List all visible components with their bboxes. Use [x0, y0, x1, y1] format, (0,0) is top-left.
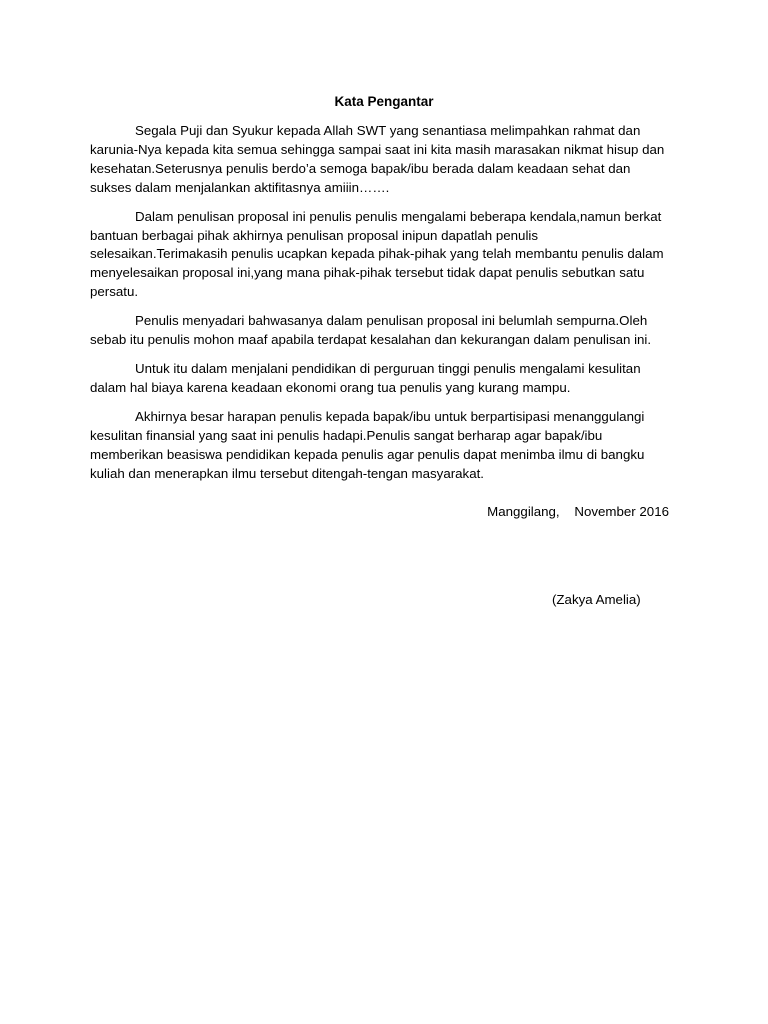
signature-name: (Zakya Amelia): [552, 592, 641, 607]
page-title: Kata Pengantar: [334, 94, 434, 109]
place-date: Manggilang, November 2016: [487, 504, 669, 519]
paragraph-3: Penulis menyadari bahwasanya dalam penulisan proposal ini belumlah sempurna.Oleh sebab itu penulis mohon maaf apabila terdapat kesalahan dan kekurangan dalam penulisan ini.: [90, 313, 652, 348]
paragraph-1: Segala Puji dan Syukur kepada Allah SWT yang senantiasa melimpahkan rahmat dan karunia-Nya kepada kita semua sehingga sampai saat ini kita masih marasakan nikmat hisup dan kesehatan.Seterusnya penulis berdo’a semoga bapak/ibu berada dalam keadaan sehat dan sukses dalam menjalankan aktifitasnya amiiin…….: [90, 123, 665, 195]
paragraph-2: Dalam penulisan proposal ini penulis penulis mengalami beberapa kendala,namun berkat bantuan berbagai pihak akhirnya penulisan proposal inipun dapatlah penulis selesaikan.Terimakasih penulis ucapkan kepada pihak-pihak yang telah membantu penulis dalam menyelesaikan proposal ini,yang mana pihak-pihak tersebut tidak dapat penulis sebutkan satu persatu.: [90, 208, 664, 300]
paragraph-5: Akhirnya besar harapan penulis kepada bapak/ibu untuk berpartisipasi menanggulangi kesulitan finansial yang saat ini penulis hadapi.Penulis sangat berharap agar bapak/ibu memberikan beasiswa pendidikan kepada penulis agar penulis dapat menimba ilmu di bangku kuliah dan menerapkan ilmu tersebut ditengah-tengan masyarakat.: [90, 408, 645, 481]
document-body: [90, 122, 672, 493]
paragraph-4: Untuk itu dalam menjalani pendidikan di perguruan tinggi penulis mengalami kesulitan dalam hal biaya karena keadaan ekonomi orang tua penulis yang kurang mampu.: [90, 360, 641, 395]
